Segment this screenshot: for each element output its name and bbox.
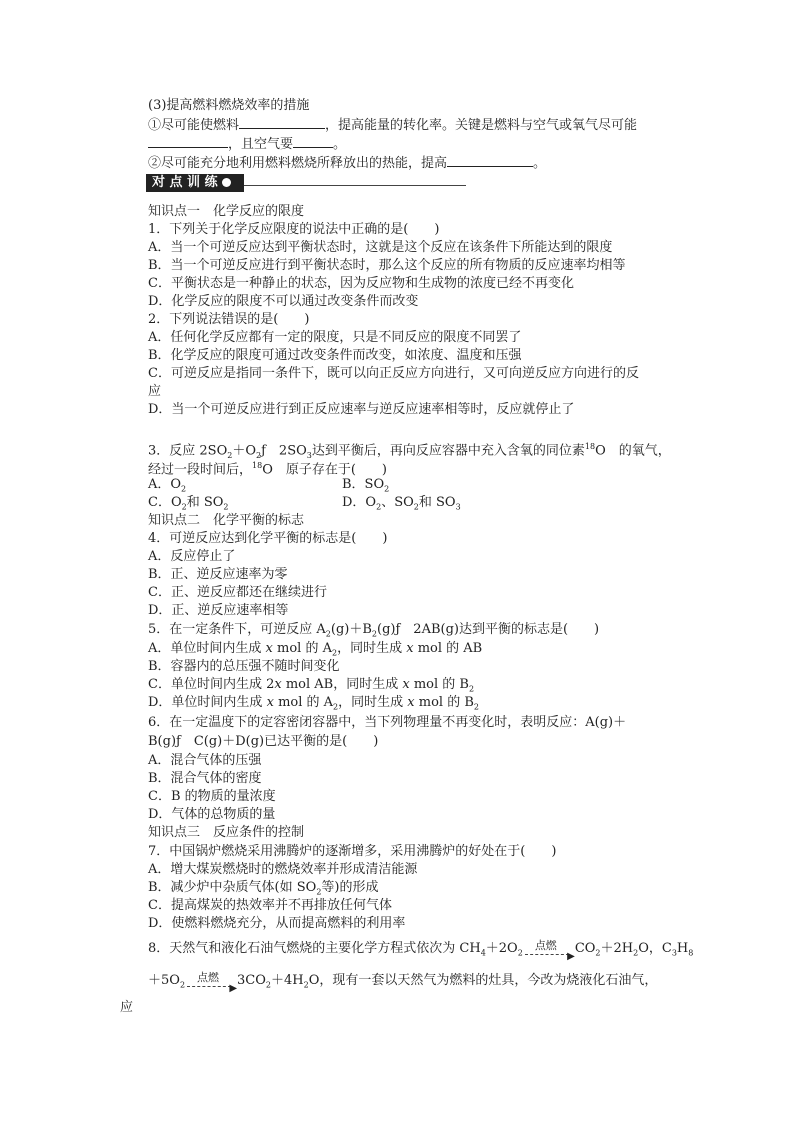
q3-sub: 2	[181, 484, 187, 494]
q5-sub: 2	[469, 684, 475, 694]
q2-option-b[interactable]: B．化学反应的限度可通过改变条件而改变，如浓度、温度和压强	[148, 348, 522, 363]
section3-line2	[148, 135, 346, 153]
q4-option-d[interactable]: D．正、逆反应速率相等	[148, 603, 289, 618]
kp2-title: 知识点二 化学平衡的标志	[148, 513, 305, 528]
q4-option-b[interactable]: B．正、逆反应速率为零	[148, 567, 288, 582]
q3-isotope: 18	[584, 442, 596, 451]
q3-text: 经过一段时间后，	[148, 462, 253, 478]
practice-badge-label: 对 点 训 练	[152, 175, 218, 190]
q2-option-a[interactable]: A．任何化学反应都有一定的限度，只是不同反应的限度不同罢了	[148, 330, 522, 345]
q3-option-d-text: 和 SO	[418, 495, 456, 510]
q5-text: ，同时生成	[338, 695, 404, 710]
q7-stem: 7．中国锅炉燃烧采用沸腾炉的逐渐增多，采用沸腾炉的好处在于( )	[148, 844, 557, 859]
q5-sub: 2	[325, 629, 331, 639]
blank-3[interactable]	[293, 135, 333, 148]
q7-text: 等)的形成	[321, 880, 379, 895]
practice-badge	[146, 174, 244, 192]
q6-stem-line1: 6．在一定温度下的定容密闭容器中，当下列物理量不再变化时，表明反应：A(g)＋	[148, 715, 627, 730]
q7-option-a[interactable]: A．增大煤炭燃烧时的燃烧效率并形成清洁能源	[148, 862, 418, 877]
q3-sub: 2	[256, 450, 262, 460]
q8-sub: 2	[595, 948, 601, 958]
section3-line1-a: ①尽可能使燃料	[148, 118, 240, 133]
section3-line2-b: 。	[333, 137, 347, 152]
q3-option-d[interactable]	[342, 494, 461, 516]
reaction-condition: 点燃	[534, 938, 557, 952]
q3-sub: 2	[181, 502, 187, 512]
q1-option-c[interactable]: C．平衡状态是一种静止的状态，因为反应物和生成物的浓度已经不再变化	[148, 276, 574, 291]
q3-sub: 3	[455, 502, 461, 512]
q3-option-c-text: 和 SO	[186, 495, 224, 510]
section3-line1-b: ，提高能量的转化率。关键是燃料与空气或氧气尽可能	[325, 118, 638, 133]
q2-stem: 2．下列说法错误的是( )	[148, 312, 310, 327]
section3-line2-a: ，且空气要	[228, 137, 294, 152]
q5-var-x: x	[407, 695, 415, 710]
q5-text: mol 的 A	[277, 641, 332, 656]
q8-sub: 3	[671, 948, 677, 958]
q8-text: H	[676, 941, 689, 956]
q6-option-b[interactable]: B．混合气体的密度	[148, 771, 262, 786]
q8-line2	[148, 972, 657, 994]
q8-sub: 2	[517, 948, 523, 958]
q5-sub: 2	[333, 702, 339, 712]
section3-line1	[148, 116, 637, 134]
q5-text: ，同时生成	[337, 641, 403, 656]
q2-option-c-line1[interactable]: C．可逆反应是指同一条件下，既可以向正反应方向进行，又可向逆反应方向进行的反	[148, 366, 639, 381]
q8-text: O，现有一套以天然气为燃料的灶具，今改为烧液化石油气，	[308, 973, 658, 988]
q3-sub: 3	[306, 450, 312, 460]
q5-var-x: x	[265, 641, 273, 656]
q8-sub: 2	[303, 980, 309, 990]
q3-sub: 2	[223, 502, 229, 512]
q8-sub: 4	[480, 948, 486, 958]
blank-1[interactable]	[239, 116, 325, 129]
q5-text: mol 的 A	[278, 695, 334, 710]
section3-title: (3)提高燃料燃烧效率的措施	[148, 98, 310, 113]
q5-text: (g)＋B	[330, 622, 372, 637]
q8-text: CO	[574, 941, 596, 956]
q2-option-c-line2[interactable]: 应	[148, 384, 162, 399]
q5-text: mol 的 B	[418, 695, 474, 710]
q4-option-c[interactable]: C．正、逆反应都还在继续进行	[148, 585, 327, 600]
q8-text: ＋2H	[600, 941, 634, 956]
q5-text: D．单位时间内生成	[148, 695, 263, 710]
q5-option-d[interactable]	[148, 694, 479, 716]
q5-var-x: x	[402, 677, 410, 692]
q3-option-a-text: A．O	[148, 477, 182, 492]
q6-option-d[interactable]: D．气体的总物质的量	[148, 807, 276, 822]
q1-stem: 1．下列关于化学反应限度的说法中正确的是( )	[148, 222, 440, 237]
q8-text: 3CO	[237, 973, 266, 988]
q8-sub: 2	[179, 980, 186, 990]
q6-option-c[interactable]: C．B 的物质的量浓度	[148, 789, 276, 804]
kp1-title: 知识点一 化学反应的限度	[148, 204, 305, 219]
q3-option-c-text: C．O	[148, 495, 182, 510]
section3-line3-b: 。	[533, 156, 547, 171]
q3-text: 达到平衡后，再向反应容器中充入含氧的同位素	[311, 443, 585, 459]
q1-option-a[interactable]: A．当一个可逆反应达到平衡状态时，这就是这个反应在该条件下所能达到的限度	[148, 240, 613, 255]
q3-option-d-text: D．O	[342, 495, 377, 510]
q5-text: (g)ƒ 2AB(g)达到平衡的标志是( )	[377, 622, 600, 637]
blank-2[interactable]	[148, 135, 228, 148]
q6-stem-line2: B(g)ƒ C(g)＋D(g)已达平衡的是( )	[148, 734, 379, 749]
q3-text: O 原子存在于( )	[262, 462, 388, 478]
q3-sub: 2	[384, 484, 390, 494]
q5-sub: 2	[371, 629, 378, 639]
q7-text: B．减少炉中杂质气体(如 SO	[148, 880, 317, 895]
q3-text: 3．反应 2SO	[148, 443, 228, 459]
reaction-arrow-icon: 点燃 ▶	[523, 945, 575, 962]
q8-text: ＋5O	[148, 973, 180, 988]
q3-text: O 的氧气，	[595, 443, 671, 459]
reaction-arrow-icon: 点燃 ▶	[185, 977, 237, 994]
kp3-title: 知识点三 反应条件的控制	[148, 825, 305, 840]
section3-line3-a: ②尽可能充分地利用燃料燃烧所释放出的热能，提高	[148, 156, 448, 171]
q5-var-x: x	[266, 695, 274, 710]
q4-option-a[interactable]: A．反应停止了	[148, 549, 236, 564]
q5-text: C．单位时间内生成 2	[148, 677, 275, 692]
q3-option-b-text: B．SO	[342, 477, 385, 492]
q8-line1	[148, 940, 693, 962]
q3-text: ƒ 2SO	[261, 443, 307, 459]
q8-text: ＋4H	[271, 973, 304, 988]
q3-isotope: 18	[252, 461, 263, 470]
q8-sub: 2	[633, 948, 639, 958]
q5-text: mol 的 AB	[417, 641, 483, 656]
q8-text: 8．天然气和液化石油气燃烧的主要化学方程式依次为 CH	[148, 941, 481, 956]
q8-line3: 应	[120, 1000, 134, 1015]
q1-option-b[interactable]: B．当一个可逆反应进行到平衡状态时，那么这个反应的所有物质的反应速率均相等	[148, 258, 626, 273]
q3-option-d-text: 、SO	[381, 495, 414, 510]
blank-4[interactable]	[447, 154, 533, 167]
q3-text: ＋O	[232, 443, 257, 459]
q5-var-x: x	[274, 677, 282, 692]
q8-text: O，C	[638, 941, 672, 956]
q5-sub: 2	[473, 702, 479, 712]
q5-text: mol AB，同时生成	[285, 677, 399, 692]
q4-stem: 4．可逆反应达到化学平衡的标志是( )	[148, 531, 388, 546]
q5-sub: 2	[331, 648, 338, 658]
q2-option-d[interactable]: D．当一个可逆反应进行到正反应速率与逆反应速率相等时，反应就停止了	[148, 402, 575, 417]
q5-text: mol 的 B	[413, 677, 469, 692]
q3-sub: 2	[227, 450, 233, 460]
q3-sub: 2	[376, 502, 382, 512]
section3-line3	[148, 154, 546, 172]
q8-sub: 2	[265, 980, 272, 990]
q7-option-c[interactable]: C．提高煤炭的热效率并不再排放任何气体	[148, 898, 392, 913]
q8-sub: 8	[688, 948, 694, 958]
q5-var-x: x	[406, 641, 414, 656]
q8-text: ＋2O	[485, 941, 518, 956]
q7-sub: 2	[316, 887, 322, 897]
badge-rule	[244, 185, 466, 186]
q7-option-d[interactable]: D．使燃料燃烧充分，从而提高燃料的利用率	[148, 916, 406, 931]
q5-text: 5．在一定条件下，可逆反应 A	[148, 622, 326, 637]
q3-sub: 2	[413, 502, 419, 512]
reaction-condition: 点燃	[197, 970, 220, 984]
q1-option-d[interactable]: D．化学反应的限度不可以通过改变条件而改变	[148, 294, 419, 309]
badge-dot-icon	[222, 178, 231, 187]
q6-option-a[interactable]: A．混合气体的压强	[148, 753, 262, 768]
q5-option-b[interactable]: B．容器内的总压强不随时间变化	[148, 659, 340, 674]
q5-text: A．单位时间内生成	[148, 641, 262, 656]
